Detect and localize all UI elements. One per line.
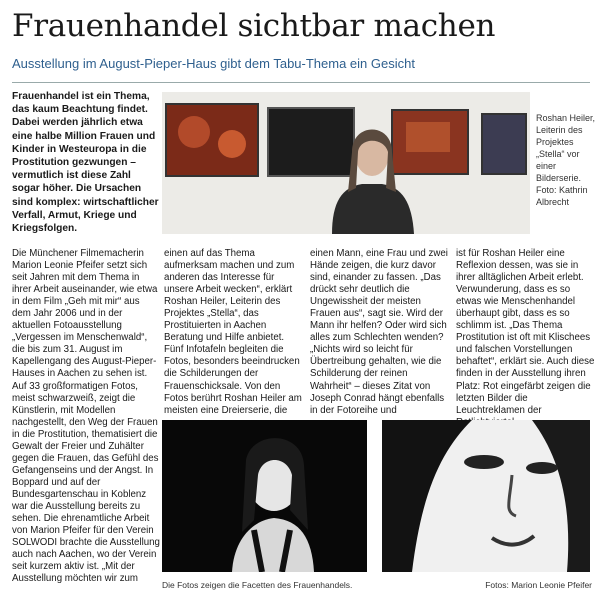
headline: Frauenhandel sichtbar machen xyxy=(12,8,496,44)
photo-face-closeup xyxy=(382,420,590,572)
photo-face-closeup-illustration xyxy=(382,420,590,572)
intro-paragraph: Frauenhandel ist ein Thema, das kaum Beachtung findet. Dabei werden jährlich etwa eine halbe Million Frauen und Kinder in Westeuropa in die Prostitution gezwungen – vermutlich ist diese Zahl sogar höher. Die Ursachen sind komplex: wirtschaftlicher Verfall, Armut, Kriege und Kriegsfolgen. xyxy=(12,91,159,235)
article-column-3: einen Mann, eine Frau und zwei Hände zeigen, die kurz davor sind, einander zu fassen. „Das drückt sehr deutlich die Ungewissheit der meisten Frauen aus“, sagt sie. Wird der Mann ihr helfen? Oder wird sich alles zum Schlechten wenden? „Nichts wird so leicht für Übertreibung gehalten, wie die Schilderung der reinen Wahrheit“ – dieses Zitat von Joseph Conrad hängt ebenfalls in der Fotoreihe und xyxy=(310,248,448,416)
top-photo-caption: Roshan Heiler, Leiterin des Projektes „Stella“ vor einer Bilderserie. Foto: Kathrin Albrecht xyxy=(536,113,596,207)
exhibition-photo-illustration xyxy=(162,92,530,234)
exhibition-photo xyxy=(162,92,530,234)
subheadline: Ausstellung im August-Pieper-Haus gibt dem Tabu-Thema ein Gesicht xyxy=(12,56,415,71)
article-column-2: einen auf das Thema aufmerksam machen und zum anderen das Interesse für unsere Arbeit wecken“, erklärt Roshan Heiler, Leiterin des Projektes „Stella“, das Prostituierten in Aachen Beratung und Hilfe anbietet. Fünf Infotafeln begleiten die Fotos, besonders beeindrucken die Schilderungen der Frauenschicksale. Von den Fotos berührt Roshan Heiler am meisten eine Dreierserie, die xyxy=(164,248,302,416)
bottom-caption-right: Fotos: Marion Leonie Pfeifer xyxy=(485,580,592,590)
divider xyxy=(12,82,590,83)
article-column-1: Die Münchener Filmemacherin Marion Leonie Pfeifer setzt sich seit Jahren mit dem Thema in ihrer Arbeit auseinander, wie etwa in dem Film „Geh mit mir“ aus dem Jahr 2006 und in der aktuellen Fotoausstellung „Vergessen im Menschenwald“, die bis zum 31. August im Kapellengang des August-Pieper-Hauses in Aachen zu sehen ist. Auf 33 großformatigen Fotos, meist schwarzweiß, zeigt die Künstlerin, mit Modellen nachgestellt, den Weg der Frauen in die Prostitution, thematisiert die Gewalt der Freier und Zuhälter gegen die Frauen, das Gefühl des Gefangenseins und der Angst. In Boppard und auf der Bundesgartenschau in Koblenz war die Ausstellung bereits zu sehen. Die ehrenamtliche Arbeit von Marion Pfeifer für den Verein SOLWODI brachte die Ausstellung auch nach Aachen, wo der Verein seit kurzem aktiv ist. „Mit der Ausstellung möchten wir zum xyxy=(12,248,160,585)
photo-woman-silhouette xyxy=(162,420,367,572)
bottom-caption-left: Die Fotos zeigen die Facetten des Frauenhandels. xyxy=(162,580,353,590)
photo-woman-silhouette-illustration xyxy=(162,420,367,572)
article-column-4: ist für Roshan Heiler eine Reflexion dessen, was sie in ihrer alltäglichen Arbeit erlebt. Verwunderung, dass es so etwas wie Menschenhandel überhaupt gibt, dass es so schlimm ist. „Das Thema Prostitution ist oft mit Klischees und falschen Vorstellungen behaftet“, erklärt sie. Auch diese finden in der Ausstellung ihren Platz: Rot eingefärbt zeigen die letzten Bilder die Leuchtreklamen der xyxy=(456,248,595,416)
